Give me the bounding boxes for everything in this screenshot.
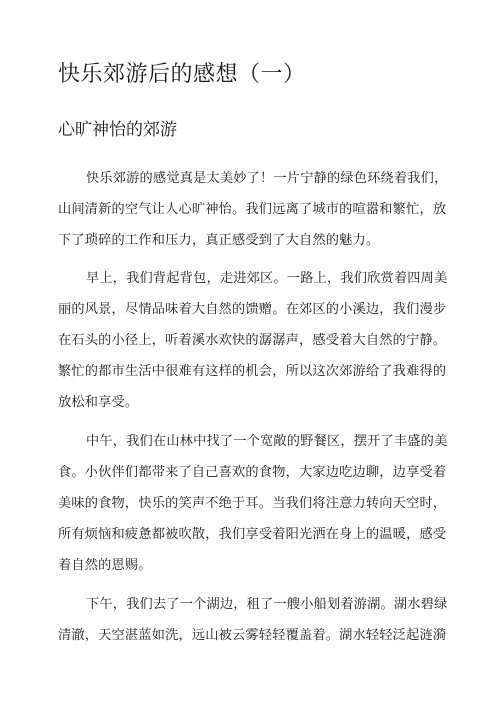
paragraph-line: 丽的风景，尽情品味着大自然的馈赠。在郊区的小溪边，我们漫步 xyxy=(58,302,447,317)
paragraph-line: 所有烦恼和疲惫都被吹散，我们享受着阳光洒在身上的温暖，感受 xyxy=(58,527,447,542)
document-title: 快乐郊游后的感想（一） xyxy=(58,62,306,87)
paragraph-line: 快乐郊游的感觉真是太美妙了！一片宁静的绿色环绕着我们， xyxy=(86,171,448,186)
paragraph-line: 下午，我们去了一个湖边，租了一艘小船划着游湖。湖水碧绿 xyxy=(86,597,448,612)
paragraph-line: 放松和享受。 xyxy=(58,395,139,410)
section-heading: 心旷神怡的郊游 xyxy=(58,120,177,140)
paragraph-line: 中午，我们在山林中找了一个宽敞的野餐区，摆开了丰盛的美 xyxy=(86,434,448,449)
paragraph-line: 繁忙的都市生活中很难有这样的机会，所以这次郊游给了我难得的 xyxy=(58,364,447,379)
paragraph-line: 山间清新的空气让人心旷神怡。我们远离了城市的喧嚣和繁忙，放 xyxy=(58,202,447,217)
paragraph-line: 食。小伙伴们都带来了自己喜欢的食物，大家边吃边聊，边享受着 xyxy=(58,465,447,480)
paragraph-line: 在石头的小径上，听着溪水欢快的潺潺声，感受着大自然的宁静。 xyxy=(58,333,447,348)
paragraph-line: 清澈，天空湛蓝如洗，远山被云雾轻轻覆盖着。湖水轻轻泛起涟漪 xyxy=(58,628,447,643)
paragraph-line: 下了琐碎的工作和压力，真正感受到了大自然的魅力。 xyxy=(58,233,380,248)
paragraph-line: 着自然的恩赐。 xyxy=(58,558,152,573)
paragraph-line: 美味的食物，快乐的笑声不绝于耳。当我们将注意力转向天空时， xyxy=(58,496,447,511)
paragraph-line: 早上，我们背起背包，走进郊区。一路上，我们欣赏着四周美 xyxy=(86,271,448,286)
